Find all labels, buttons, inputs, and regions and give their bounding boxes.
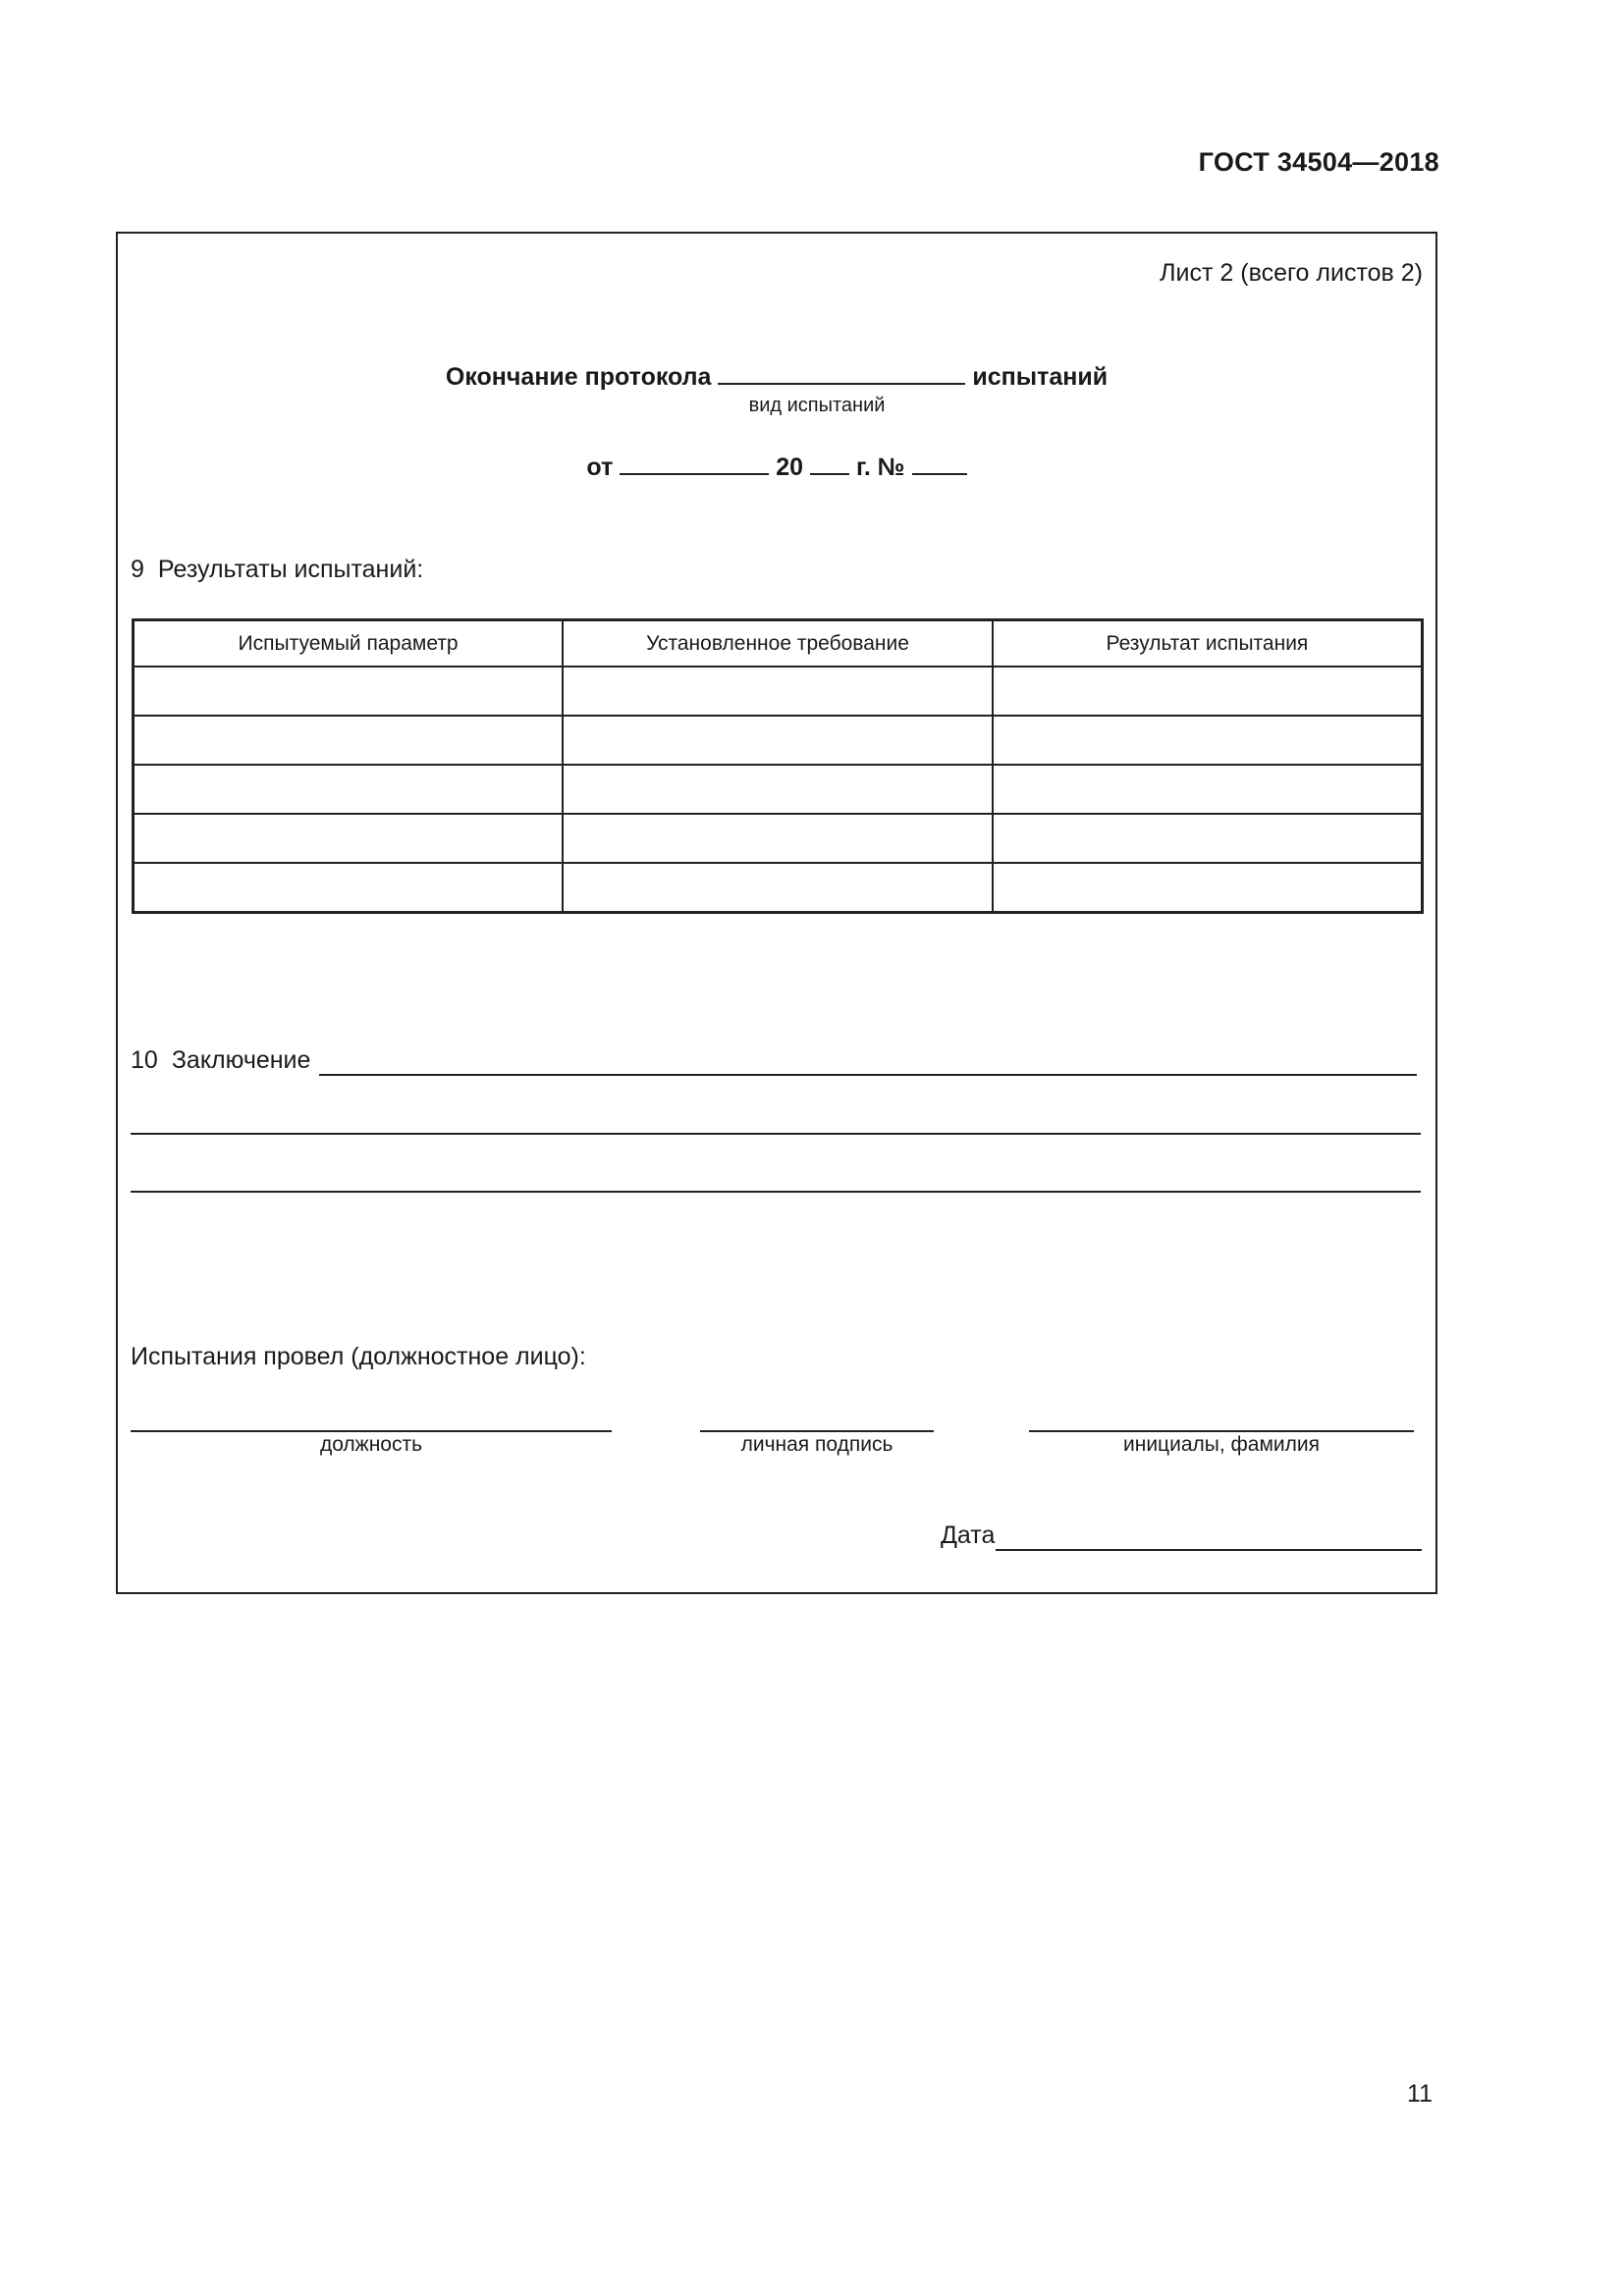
conclusion-line-3[interactable] <box>131 1191 1421 1193</box>
personal-signature-caption: личная подпись <box>740 1433 893 1456</box>
personal-signature-line[interactable] <box>700 1430 934 1432</box>
table-cell[interactable] <box>563 863 993 913</box>
page-number: 11 <box>1407 2080 1433 2108</box>
column-header: Результат испытания <box>993 620 1423 667</box>
document-standard-code: ГОСТ 34504—2018 <box>1198 147 1439 177</box>
protocol-date-line <box>118 452 1435 482</box>
table-cell[interactable] <box>134 814 564 863</box>
table-cell[interactable] <box>134 863 564 913</box>
table-cell[interactable] <box>563 814 993 863</box>
title-prefix: Окончание протокола <box>445 363 712 391</box>
year-prefix: 20 <box>776 454 804 481</box>
conclusion-line-1[interactable] <box>319 1074 1417 1076</box>
protocol-number-blank[interactable] <box>912 452 967 475</box>
table-cell[interactable] <box>563 765 993 814</box>
table-cell[interactable] <box>134 765 564 814</box>
table-header-row <box>134 620 1423 667</box>
test-type-blank[interactable] <box>718 361 965 385</box>
table-cell[interactable] <box>563 716 993 765</box>
section-10-title: Заключение <box>171 1046 311 1074</box>
protocol-form-frame <box>116 232 1437 1594</box>
protocol-title <box>118 361 1435 392</box>
table-row <box>134 667 1423 716</box>
section-10-number: 10 <box>131 1046 158 1074</box>
date-label: Дата <box>941 1522 996 1549</box>
section-9-heading <box>131 556 423 584</box>
number-label: г. № <box>855 454 905 481</box>
column-header: Установленное требование <box>563 620 993 667</box>
table-cell[interactable] <box>993 765 1423 814</box>
table-row <box>134 863 1423 913</box>
name-caption: инициалы, фамилия <box>1123 1433 1320 1456</box>
conductor-label: Испытания провел (должностное лицо): <box>131 1343 586 1370</box>
conclusion-line-2[interactable] <box>131 1133 1421 1135</box>
sheet-info: Лист 2 (всего листов 2) <box>1160 259 1423 287</box>
table-cell[interactable] <box>993 716 1423 765</box>
table-cell[interactable] <box>993 863 1423 913</box>
date-blank[interactable] <box>620 452 769 475</box>
date-signature-line[interactable] <box>996 1549 1422 1551</box>
table-cell[interactable] <box>993 667 1423 716</box>
section-9-title: Результаты испытаний: <box>157 556 424 583</box>
date-from-label: от <box>586 454 614 481</box>
name-signature-line[interactable] <box>1029 1430 1414 1432</box>
table-cell[interactable] <box>993 814 1423 863</box>
results-table <box>132 618 1424 914</box>
position-signature-line[interactable] <box>131 1430 612 1432</box>
position-caption: должность <box>319 1433 423 1456</box>
section-10-heading <box>131 1046 310 1075</box>
table-cell[interactable] <box>134 716 564 765</box>
column-header: Испытуемый параметр <box>134 620 564 667</box>
title-suffix: испытаний <box>972 363 1109 391</box>
table-cell[interactable] <box>563 667 993 716</box>
table-row <box>134 716 1423 765</box>
section-9-number: 9 <box>131 556 144 583</box>
test-type-caption-row <box>118 395 1435 417</box>
table-row <box>134 814 1423 863</box>
table-row <box>134 765 1423 814</box>
year-blank[interactable] <box>810 452 849 475</box>
table-cell[interactable] <box>134 667 564 716</box>
test-type-caption: вид испытаний <box>748 395 886 416</box>
